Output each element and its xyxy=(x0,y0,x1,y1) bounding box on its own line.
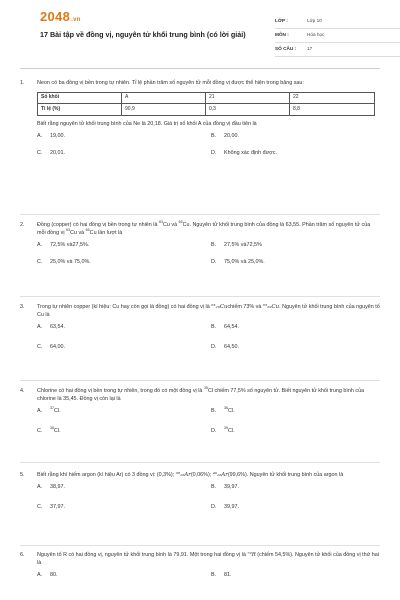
table-cell: Tỉ lệ (%) xyxy=(38,104,122,116)
table-row xyxy=(38,92,375,104)
question-number: 2. xyxy=(20,222,25,228)
document-header xyxy=(20,0,380,60)
answer-options xyxy=(37,405,380,442)
site-logo[interactable]: 2048.vn xyxy=(40,9,81,24)
question-separator xyxy=(20,462,380,463)
question-4 xyxy=(20,388,380,442)
table-cell: A xyxy=(122,92,206,104)
question-5 xyxy=(20,472,380,518)
question-6 xyxy=(20,552,380,586)
option-d[interactable]: D. 64,50. xyxy=(211,343,239,350)
question-text: Biết rằng khí hiếm argon (kí hiệu Ar) có 3 đồng vị: (0,3%); ³⁸₁₈Ar(0,06%); ⁴⁰₁₈Ar(99,6%). Nguyên tử khối trung bình của argon là xyxy=(37,472,344,478)
option-b[interactable]: B. 64,54. xyxy=(211,323,239,330)
option-c[interactable]: C. 20,01. xyxy=(37,149,65,156)
table-cell: Số khối xyxy=(38,92,122,104)
option-b[interactable]: B. 39,97. xyxy=(211,483,239,490)
answer-options xyxy=(37,572,380,586)
option-c[interactable]: C. 64,00. xyxy=(37,343,65,350)
answer-options xyxy=(37,324,380,358)
question-number: 6. xyxy=(20,552,25,558)
question-1 xyxy=(20,80,380,167)
meta-info xyxy=(275,15,400,57)
question-number: 3. xyxy=(20,304,25,310)
page-title: 17 Bài tập về đồng vị, nguyên tử khối trung bình (có lời giải) xyxy=(40,30,246,39)
option-c[interactable]: C. $^{38}$Cl. xyxy=(37,425,61,434)
header-divider xyxy=(20,68,380,69)
table-cell: 90,9 xyxy=(122,104,206,116)
option-b[interactable]: B. 27,5% và72,5% xyxy=(211,241,262,248)
option-a[interactable]: A. 72,5% và27,5%. xyxy=(37,241,90,248)
question-text: Trong tự nhiên copper (kí hiệu: Cu hay còn gọi là đồng) có hai đồng vị là ⁶³₂₉Cuchiếm 73% và ⁶⁵₂₉Cu. Nguyên tử khối trung bình của nguyên tố Cu là xyxy=(37,304,380,318)
option-d[interactable]: D. $^{39}$Cl. xyxy=(211,425,235,434)
table-cell: 21 xyxy=(206,92,290,104)
meta-row-subject: MÔN : Hóa học xyxy=(275,29,400,43)
question-text: Đồng (copper) có hai đồng vị bền trong tự nhiên là $^{63}$Cu và $^{65}$Cu. Nguyên tử khối trung bình của đồng là 63,55. Phần trăm số nguyên tử của mỗi đồng vị $^{63}$Cu và $^{65}$Cu lần lượt là xyxy=(37,220,371,236)
option-d[interactable]: D. 39,97. xyxy=(211,503,239,510)
isotope-table xyxy=(37,92,375,116)
option-b[interactable]: B. $^{36}$Cl. xyxy=(211,405,235,414)
option-b[interactable]: B. 81. xyxy=(211,571,232,578)
question-text: Neon có ba đồng vị bền trong tự nhiên. Tỉ lệ phần trăm số nguyên tử mỗi đồng vị được thể hiện trong bảng sau: xyxy=(37,80,304,86)
table-cell: 0,3 xyxy=(206,104,290,116)
meta-row-class: LỚP : Lớp 10 xyxy=(275,15,400,29)
table-cell: 22 xyxy=(290,92,375,104)
question-separator xyxy=(20,380,380,381)
question-3 xyxy=(20,304,380,358)
table-cell: 8,8 xyxy=(290,104,375,116)
option-a[interactable]: A. 38,97. xyxy=(37,483,65,490)
question-number: 5. xyxy=(20,472,25,478)
answer-options xyxy=(37,133,380,167)
table-row xyxy=(38,104,375,116)
answer-options xyxy=(37,484,380,518)
question-text: Chlorine có hai đồng vị bền trong tự nhiên, trong đó có một đồng vị là $^{35}$Cl chiếm 77,5% số nguyên tử. Biết nguyên tử khối trung bình của chlorine là 35,45. Đồng vị còn lại là xyxy=(37,386,365,402)
question-number: 4. xyxy=(20,388,25,394)
option-a[interactable]: A. 80. xyxy=(37,571,58,578)
option-d[interactable]: D. 75,0% và 25,0%. xyxy=(211,258,265,265)
question-separator xyxy=(20,214,380,215)
option-d[interactable]: D. Không xác định được. xyxy=(211,149,277,156)
option-a[interactable]: A. 63,54. xyxy=(37,323,65,330)
question-text-followup: Biết rằng nguyên tử khối trung bình của Ne là 20,18. Giá trị số khối A của đồng vị đầu tiên là xyxy=(37,120,257,127)
question-number: 1. xyxy=(20,80,25,86)
option-c[interactable]: C. 25,0% và 75,0%. xyxy=(37,258,91,265)
meta-row-count: SỐ CÂU : 17 xyxy=(275,43,400,57)
question-2 xyxy=(20,222,380,276)
question-text: Nguyên tố R có hai đồng vị, nguyên tử khối trung bình là 79,91. Một trong hai đồng vị là ⁷⁹R (chiếm 54,5%). Nguyên tử khối của đồng vị thứ hai là xyxy=(37,552,379,566)
option-c[interactable]: C. 37,97. xyxy=(37,503,65,510)
question-separator xyxy=(20,545,380,546)
option-a[interactable]: A. $^{37}$Cl. xyxy=(37,405,61,414)
question-separator xyxy=(20,296,380,297)
option-a[interactable]: A. 19,00. xyxy=(37,132,65,139)
answer-options xyxy=(37,242,380,276)
option-b[interactable]: B. 20,00. xyxy=(211,132,239,139)
